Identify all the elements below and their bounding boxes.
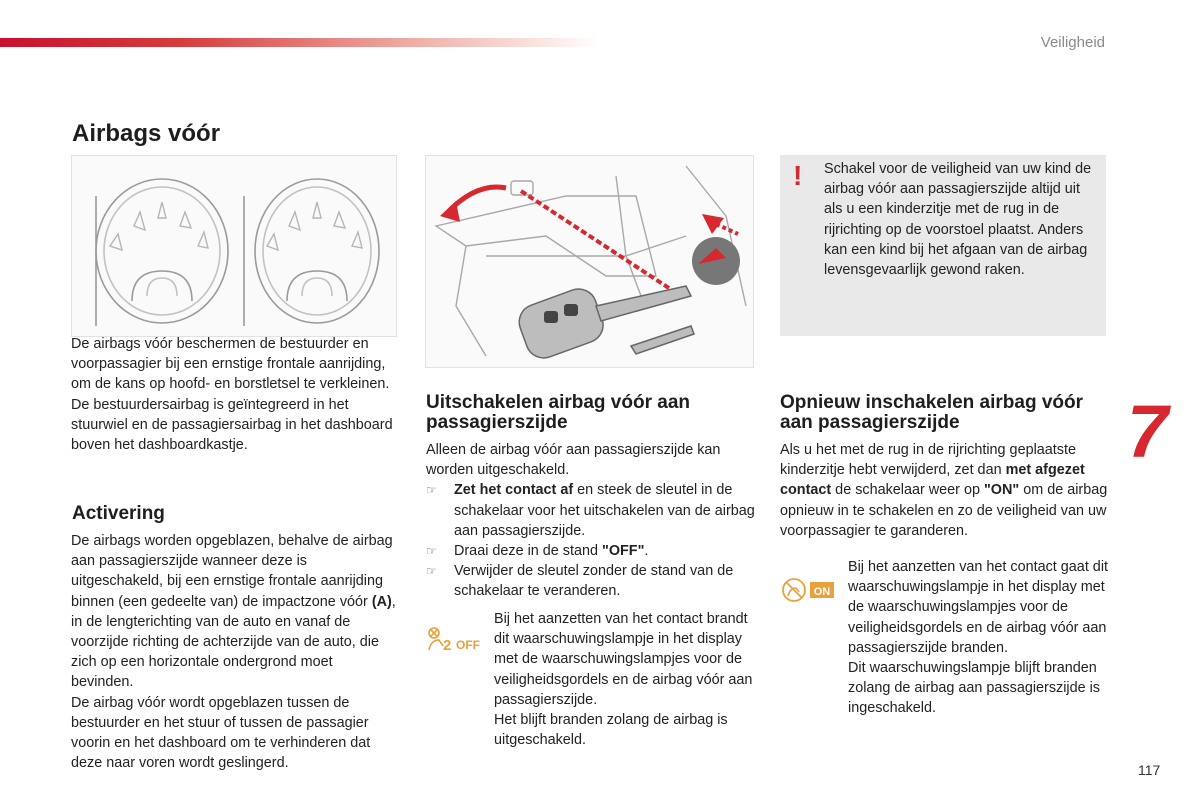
hand-pointer-icon: ☞ (426, 564, 437, 579)
activering-text (71, 531, 397, 773)
uitschakelen-intro: Alleen de airbag vóór aan passagierszijde kan worden uitgeschakeld. (426, 442, 721, 479)
svg-text:2: 2 (443, 637, 452, 654)
off-lamp-text (494, 609, 756, 750)
inschakelen-text (780, 440, 1110, 541)
list-item: ☞ Zet het contact af en steek de sleutel in de schakelaar voor het uitschakelen van de airbag aan passagierszijde. (426, 482, 755, 539)
hand-pointer-icon: ☞ (426, 483, 437, 498)
lamp-label: ON (813, 586, 831, 598)
airbag-off-warning-lamp-icon (425, 626, 485, 654)
airbag-switch-illustration (425, 155, 754, 368)
on-lamp-text (848, 557, 1110, 719)
list-item: ☞ Draai deze in de stand "OFF". (426, 541, 756, 561)
on-lamp-paragraph: Bij het aanzetten van het contact gaat dit waarschuwingslampje in het display met de waarschuwingslampjes voor de veiligheidsgordels en de airbag vóór aan passagierszijde branden. (848, 559, 1109, 656)
off-lamp-paragraph: Het blijft branden zolang de airbag is uitgeschakeld. (494, 712, 728, 749)
page-title: Airbags vóór (72, 120, 221, 147)
intro-text (71, 334, 397, 455)
lamp-label: OFF (456, 638, 480, 652)
hand-pointer-icon: ☞ (426, 544, 437, 559)
inschakelen-paragraph: Als u het met de rug in de rijrichting geplaatste kinderzitje hebt verwijderd, zet dan met afgezet contact de schakelaar weer op "ON" om de airbag opnieuw in te schakelen en zo de veiligheid van uw voorpassagier te garanderen. (780, 442, 1108, 539)
activering-heading: Activering (72, 503, 165, 524)
activering-paragraph: De airbag vóór wordt opgeblazen tussen de bestuurder en het stuur of tussen de passagier voorin en het dashboard om te verhinderen dat deze naar voren wordt geslingerd. (71, 694, 371, 772)
header-accent-bar (0, 38, 600, 47)
intro-paragraph: De bestuurdersairbag is geïntegreerd in het stuurwiel en de passagiersairbag in het dashboard boven het dashboardkastje. (71, 396, 393, 454)
on-lamp-paragraph: Dit waarschuwingslampje blijft branden zolang de airbag aan passagierszijde is ingeschakeld. (848, 660, 1100, 717)
uitschakelen-steps (426, 480, 756, 601)
list-item: ☞ Verwijder de sleutel zonder de stand van de schakelaar te veranderen. (426, 563, 734, 600)
uitschakelen-heading: Uitschakelen airbag vóór aan passagierszijde (426, 392, 690, 433)
uitschakelen-text (426, 440, 756, 602)
warning-exclamation-icon: ! (793, 160, 803, 191)
chapter-number: 7 (1127, 390, 1169, 473)
section-label: Veiligheid (1040, 34, 1105, 51)
intro-paragraph: De airbags vóór beschermen de bestuurder en voorpassagier bij een ernstige frontale aanrijding, om de kans op hoofd- en borstletsel te verkleinen. (71, 336, 390, 393)
activering-paragraph: De airbags worden opgeblazen, behalve de airbag aan passagierszijde wanneer deze is uitgeschakeld, bij een ernstige frontale aanrijding binnen (een gedeelte van) de impactzone vóór (A), in de lengterichting van de auto en vanaf de voorzijde richting de achterzijde van de auto, die zich op een horizontale ondergrond moet bevinden. (71, 533, 396, 691)
warning-text: Schakel voor de veiligheid van uw kind de airbag vóór aan passagierszijde altijd uit als u een kinderzitje met de rug in de rijrichting op de voorstoel plaatst. Anders kan een kind bij het afgaan van de airbag levensgevaarlijk gewond raken. (824, 161, 1092, 279)
airbag-illustration (71, 155, 397, 337)
off-lamp-paragraph: Bij het aanzetten van het contact brandt dit waarschuwingslampje in het display met de waarschuwingslampjes voor de veiligheidsgordels en de airbag vóór aan passagierszijde. (494, 611, 753, 708)
inschakelen-heading: Opnieuw inschakelen airbag vóór aan passagierszijde (780, 392, 1084, 433)
airbag-on-warning-lamp-icon (780, 576, 838, 604)
page-number: 117 (1138, 762, 1161, 778)
